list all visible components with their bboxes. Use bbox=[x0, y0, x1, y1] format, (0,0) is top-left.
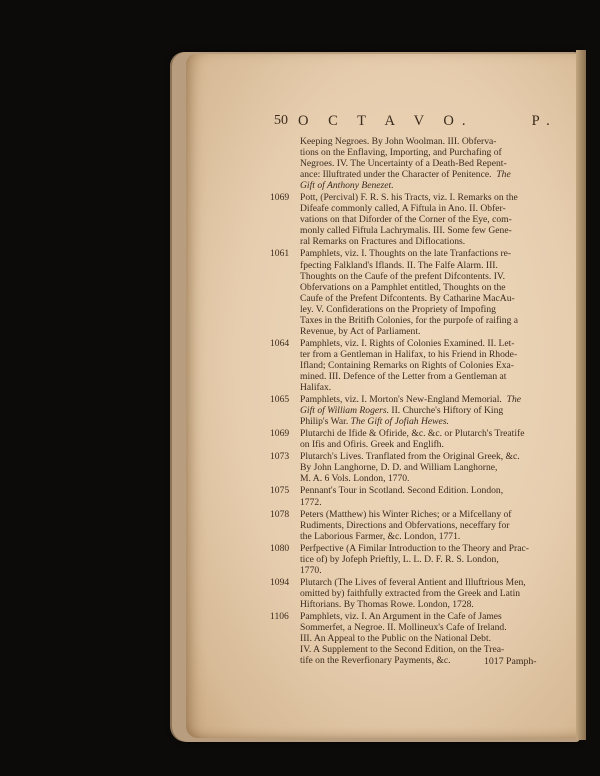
running-title-letter: P. bbox=[531, 113, 558, 129]
running-title bbox=[298, 113, 558, 130]
entry-line: on Ifis and Ofiris. Greek and Englifh. bbox=[300, 439, 444, 451]
entry-line-text: II. Churche's Hiftory of King bbox=[389, 405, 504, 417]
entry-line: fpecting Falkland's Iflands. II. The Falfe Alarm. III. bbox=[300, 259, 498, 271]
entry-line: Halifax. bbox=[300, 382, 332, 394]
entry-number: 1064 bbox=[270, 337, 290, 349]
entry-line: Pamphlets, viz. I. Thoughts on the late Tranfactions re- bbox=[300, 248, 512, 260]
catalogue-entry bbox=[272, 428, 562, 450]
entry-line: ral Remarks on Fractures and Diflocations. bbox=[300, 236, 466, 248]
entry-number: 1073 bbox=[270, 451, 290, 463]
entry-line: Pamphlets, viz. I. Rights of Colonies Examined. II. Let- bbox=[300, 337, 515, 349]
entry-line: mined. III. Defence of the Letter from a Gentleman at bbox=[300, 370, 507, 382]
page-right-edge bbox=[576, 50, 586, 740]
entry-line bbox=[300, 169, 562, 180]
catalogue-entry bbox=[272, 543, 562, 576]
entry-italic: Gift of Anthony Benezet. bbox=[300, 180, 394, 192]
entry-line: tice of) by Jofeph Prieftly, L. L. D. F. R. S. London, bbox=[300, 553, 499, 565]
entry-number: 1069 bbox=[270, 192, 290, 204]
entry-line: Keeping Negroes. By John Woolman. III. Obferva- bbox=[300, 136, 497, 147]
catalogue-entry bbox=[272, 509, 562, 542]
entry-line-text: Philip's War. bbox=[300, 416, 351, 428]
entry-line: Plutarch's Lives. Tranflated from the Original Greek, &c. bbox=[300, 451, 520, 463]
entry-line: the Laborious Farmer, &c. London, 1771. bbox=[300, 530, 461, 542]
entry-number: 1061 bbox=[270, 248, 290, 260]
entry-line-text: Pamphlets, viz. I. Morton's New-England Memorial. bbox=[300, 394, 502, 406]
entry-line: M. A. 6 Vols. London, 1770. bbox=[300, 473, 410, 485]
entry-line: Taxes in the Britifh Colonies, for the purpofe of raifing a bbox=[300, 314, 519, 326]
entry-line: III. An Appeal to the Public on the National Debt. bbox=[300, 633, 492, 645]
running-head bbox=[274, 113, 564, 135]
entry-line: 1772. bbox=[300, 496, 322, 508]
entry-line: Pott, (Percival) F. R. S. his Tracts, viz. I. Remarks on the bbox=[300, 192, 518, 204]
entry-line: Pennant's Tour in Scotland. Second Edition. London, bbox=[300, 485, 504, 497]
catalogue-entry bbox=[272, 338, 562, 393]
catalogue-entry bbox=[272, 451, 562, 484]
catalogue-entry bbox=[272, 136, 562, 191]
entry-italic: The Gift of Jofiah Hewes. bbox=[350, 416, 449, 428]
entry-line: ter from a Gentleman in Halifax, to his Friend in Rhode- bbox=[300, 348, 518, 360]
running-title-text: O C T A V O. bbox=[298, 113, 474, 129]
entry-line-text: ance: Illuftrated under the Character of Penitence. bbox=[300, 169, 492, 181]
entry-number: 1078 bbox=[270, 508, 290, 520]
catalogue-entry bbox=[272, 192, 562, 247]
entry-line: ley. V. Confiderations on the Propriety of Impofing bbox=[300, 303, 496, 315]
entry-number: 1080 bbox=[270, 542, 290, 554]
entry-line: Perfpective (A Fimilar Introduction to the Theory and Prac- bbox=[300, 542, 529, 554]
entry-line: monly called Fiftula Lachrymalis. III. Some few Gene- bbox=[300, 225, 512, 237]
entry-line: Plutarch (The Lives of feveral Antient and Illuftrious Men, bbox=[300, 576, 526, 588]
entry-line: Difeafe commonly called, A Fiftula in Ano. II. Obfer- bbox=[300, 203, 506, 215]
entry-number: 1094 bbox=[270, 576, 290, 588]
entry-line: vations on that Diforder of the Corner of the Eye, com- bbox=[300, 214, 512, 226]
catalogue-entry bbox=[272, 248, 562, 336]
entry-number: 1065 bbox=[270, 394, 290, 406]
entry-line bbox=[300, 394, 562, 405]
entry-line bbox=[300, 405, 562, 416]
entry-line: Peters (Matthew) his Winter Riches; or a Mifcellany of bbox=[300, 508, 512, 520]
entry-line: Rudiments, Directions and Obfervations, neceffary for bbox=[300, 519, 510, 531]
entry-line: Negroes. IV. The Uncertainty of a Death-Bed Repent- bbox=[300, 158, 507, 170]
catalogue-entry bbox=[272, 577, 562, 610]
entry-italic: Gift of William Rogers. bbox=[300, 405, 390, 417]
entry-line: Plutarchi de Ifide & Ofiride, &c. &c. or Plutarch's Treatife bbox=[300, 428, 525, 440]
entry-number: 1106 bbox=[270, 610, 289, 622]
entry-line: tife on the Reverfionary Payments, &c. bbox=[300, 655, 451, 667]
entry-line: Obfervations on a Pamphlet entitled, Thoughts on the bbox=[300, 281, 506, 293]
entry-line: 1770. bbox=[300, 564, 322, 576]
entry-italic: The bbox=[496, 169, 511, 181]
entry-line bbox=[300, 416, 562, 427]
catalogue-entry bbox=[272, 394, 562, 427]
entry-line: Ifland; Containing Remarks on Rights of Colonies Exa- bbox=[300, 359, 514, 371]
page-number: 50 bbox=[274, 113, 288, 128]
entry-line: Caufe of the Prefent Difcontents. By Catharine MacAu- bbox=[300, 292, 515, 304]
entry-line: IV. A Supplement to the Second Edition, on the Trea- bbox=[300, 644, 505, 656]
entry-line: Sommerfet, a Negroe. II. Mollineux's Cafe of Ireland. bbox=[300, 622, 507, 634]
catchword: 1017 Pamph- bbox=[484, 656, 537, 667]
entry-number: 1075 bbox=[270, 485, 290, 497]
entry-italic: The bbox=[506, 394, 522, 406]
catalogue-text bbox=[272, 136, 562, 667]
entry-line: By John Langhorne, D. D. and William Langhorne, bbox=[300, 462, 498, 474]
entry-number: 1069 bbox=[270, 428, 290, 440]
entry-line: Revenue, by Act of Parliament. bbox=[300, 325, 421, 337]
catalogue-entry bbox=[272, 485, 562, 507]
entry-line: omitted by) faithfully extracted from the Greek and Latin bbox=[300, 587, 521, 599]
entry-line: Pamphlets, viz. I. An Argument in the Cafe of James bbox=[300, 610, 502, 622]
entry-line: Hiftorians. By Thomas Rowe. London, 1728. bbox=[300, 598, 474, 610]
entry-line: Thoughts on the Caufe of the prefent Difcontents. IV. bbox=[300, 270, 505, 282]
entry-line: tions on the Enflaving, Importing, and Purchafing of bbox=[300, 147, 502, 159]
entry-line bbox=[300, 180, 562, 191]
